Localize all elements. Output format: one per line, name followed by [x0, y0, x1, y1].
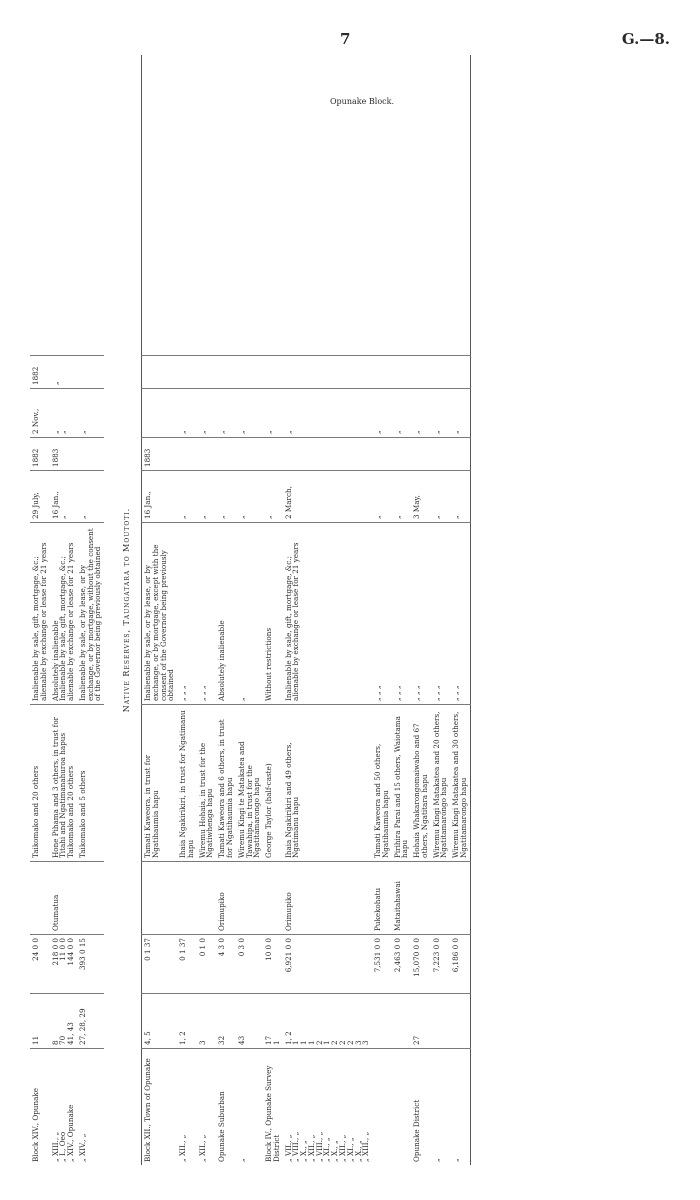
- area-cell: 0 1 0: [197, 935, 217, 994]
- sections-cell: [372, 994, 392, 1049]
- table-row: [431, 55, 451, 1165]
- table-row: [392, 55, 412, 1165]
- gazette-year-cell: [236, 356, 263, 389]
- owners-cell: Taikomako and 20 others: [30, 705, 50, 862]
- remarks-cell: [30, 55, 50, 356]
- block-cell: „ XII., „: [197, 1134, 207, 1162]
- area-cell: 0 1 37: [142, 935, 178, 994]
- name-cell: [77, 862, 104, 935]
- name-cell: [411, 862, 431, 935]
- table-row: [216, 55, 236, 1165]
- area-cell: 7,531 0 0: [372, 935, 392, 994]
- remarks-cell: [431, 55, 451, 356]
- sections-cell: 11: [30, 994, 50, 1049]
- gazette-cell: „: [431, 389, 451, 438]
- restrictions-cell: „ „ „: [411, 523, 431, 705]
- name-cell: [236, 862, 263, 935]
- gazette-cell: „: [263, 389, 283, 438]
- area-cell: 218 0 0 11 0 0 144 0 0: [50, 935, 77, 994]
- block-cell: „ XIII., „ „ I., Oeo „ XIV., Opunake: [50, 1104, 76, 1162]
- table-row: [77, 55, 104, 1165]
- name-cell: [263, 862, 283, 935]
- date-cell: „: [372, 471, 392, 523]
- page-number: 7: [340, 30, 351, 48]
- date-cell: „: [450, 471, 470, 523]
- block-cell: Opunake Suburban: [217, 1091, 227, 1162]
- gazette-cell: „ „: [50, 389, 77, 438]
- owners-cell: Ihaia Ngakirikiri, in trust for Ngatimanu hapu: [177, 705, 197, 862]
- reserves-table: [141, 55, 471, 1165]
- table-row: [372, 55, 392, 1165]
- gazette-cell: „: [236, 389, 263, 438]
- remarks-cell: [450, 55, 470, 356]
- sections-cell: 43: [236, 994, 263, 1049]
- restrictions-cell: Absolutely inalienable Inalienable by sale, gift, mortgage, &c.; alienable by exchange or lease for 21 years: [50, 523, 77, 705]
- remarks-cell: [411, 55, 431, 356]
- sections-cell: 3: [197, 994, 217, 1049]
- block-cell: „: [451, 1158, 461, 1162]
- restrictions-cell: „ „ „: [450, 523, 470, 705]
- name-cell: Pukekohatu: [372, 862, 392, 935]
- date-cell: „: [392, 471, 412, 523]
- owners-cell: Wiremu Kingi te Matakatea and Tawahipa, in trust for the Ngatitamarongo hapu: [236, 705, 263, 862]
- year-cell: [236, 438, 263, 471]
- block-cell: Opunake District: [412, 1099, 422, 1162]
- block-cell: Block XII., Town of Opunake: [143, 1058, 153, 1162]
- section-title: Native Reserves, Taungatara to Moutoti.: [122, 507, 132, 713]
- sections-cell: 27, 28, 29: [77, 994, 104, 1049]
- remarks-cell: [392, 55, 412, 356]
- date-cell: „: [77, 471, 104, 523]
- gazette-cell: „: [450, 389, 470, 438]
- area-cell: 24 0 0: [30, 935, 50, 994]
- restrictions-cell: Inalienable by sale, gift, mortgage, &c.; alienable by exchange or lease for 21 years: [283, 523, 372, 705]
- owners-cell: Taikomako and 5 others: [77, 705, 104, 862]
- restrictions-cell: „ „ „: [392, 523, 412, 705]
- table-row: [197, 55, 217, 1165]
- gazette-year-cell: [431, 356, 451, 389]
- restrictions-cell: „: [236, 523, 263, 705]
- name-cell: [142, 862, 178, 935]
- gazette-year-cell: [216, 356, 236, 389]
- year-cell: [177, 438, 197, 471]
- year-cell: [372, 438, 392, 471]
- gazette-year-cell: [411, 356, 431, 389]
- gazette-cell: „: [392, 389, 412, 438]
- date-cell: „: [263, 471, 283, 523]
- area-cell: 15,070 0 0: [411, 935, 431, 994]
- block-cell: Block XIV., Opunake: [31, 1088, 40, 1162]
- block-cell: „ XIV., „: [77, 1133, 87, 1162]
- area-cell: 2,463 0 0: [392, 935, 412, 994]
- block-cell: [392, 1049, 412, 1166]
- date-cell: „: [216, 471, 236, 523]
- owners-cell: Hohaia Whakarongomaiwaho and 67 others, Ngatitara hapu: [411, 705, 431, 862]
- sections-cell: [431, 994, 451, 1049]
- sections-cell: 8 70 41, 43: [50, 994, 77, 1049]
- gazette-cell: „: [197, 389, 217, 438]
- gazette-cell: „: [77, 389, 104, 438]
- date-cell: 16 Jan., „: [50, 471, 77, 523]
- sections-cell: 17 1: [263, 994, 283, 1049]
- year-cell: 1883: [50, 438, 77, 471]
- area-cell: 0 3 0: [236, 935, 263, 994]
- gazette-year-cell: „: [50, 356, 77, 389]
- year-cell: [77, 438, 104, 471]
- gazette-year-cell: [372, 356, 392, 389]
- area-cell: 4 3 0: [216, 935, 236, 994]
- date-cell: „: [431, 471, 451, 523]
- sections-cell: 27: [411, 994, 431, 1049]
- remarks-cell: [177, 55, 197, 356]
- gazette-year-cell: [263, 356, 283, 389]
- owners-cell: Wiremu Kingi Matakatea and 20 others, Ngatitamarongo hapu: [431, 705, 451, 862]
- owners-cell: Tamati Kaweora and 6 others, in trust for Ngatihaumia hapu: [216, 705, 236, 862]
- table-row: [411, 55, 431, 1165]
- year-cell: [263, 438, 283, 471]
- date-cell: „: [236, 471, 263, 523]
- restrictions-cell: Without restrictions: [263, 523, 283, 705]
- restrictions-cell: „ „ „: [177, 523, 197, 705]
- gazette-year-cell: [142, 356, 178, 389]
- restrictions-cell: „ „ „: [197, 523, 217, 705]
- remarks-cell: [142, 55, 178, 356]
- gazette-year-cell: [177, 356, 197, 389]
- date-cell: 16 Jan.,: [142, 471, 178, 523]
- area-cell: 6,921 0 0: [283, 935, 372, 994]
- top-table: [30, 55, 104, 1165]
- remarks-cell: [236, 55, 263, 356]
- gazette-year-cell: [77, 356, 104, 389]
- block-cell: „: [431, 1158, 441, 1162]
- year-cell: [392, 438, 412, 471]
- area-cell: 7,223 0 0: [431, 935, 451, 994]
- gazette-year-cell: [392, 356, 412, 389]
- sections-cell: 4, 5: [142, 994, 178, 1049]
- owners-cell: George Taylor (half-caste): [263, 705, 283, 862]
- restrictions-cell: „ „ „: [372, 523, 392, 705]
- year-cell: [283, 438, 372, 471]
- remarks-cell: [50, 55, 77, 356]
- table-row: [283, 55, 372, 1165]
- gazette-cell: „: [372, 389, 392, 438]
- date-cell: 3 May,: [411, 471, 431, 523]
- name-cell: Otumatua: [50, 862, 77, 935]
- owners-cell: Tamati Kaweora and 50 others, Ngatihaumia hapu: [372, 705, 392, 862]
- block-cell: „ XII., „: [178, 1134, 188, 1162]
- owners-cell: Pirihira Parai and 15 others, Waiotama hapu: [392, 705, 412, 862]
- gazette-cell: „: [283, 389, 372, 438]
- sections-cell: 1, 2: [177, 994, 197, 1049]
- date-cell: 2 March,: [283, 471, 372, 523]
- document-reference: G.—8.: [621, 30, 670, 48]
- year-cell: [431, 438, 451, 471]
- table-row: [263, 55, 283, 1165]
- area-cell: 6,186 0 0: [450, 935, 470, 994]
- block-cell: „ VII., „ „ VIII., „ „ X., „ „ XII., „ „ VIII., „ „ XI., „ „ X., „ „ XII., „ „ XI., „ „ X., „ „ XIII., „: [283, 1131, 371, 1162]
- name-cell: Mataitahawai: [392, 862, 412, 935]
- remarks-cell: [216, 55, 236, 356]
- date-cell: „: [197, 471, 217, 523]
- year-cell: [411, 438, 431, 471]
- gazette-year-cell: [283, 356, 372, 389]
- year-cell: [450, 438, 470, 471]
- gazette-cell: „: [411, 389, 431, 438]
- sections-cell: [392, 994, 412, 1049]
- date-cell: 29 July,: [30, 471, 50, 523]
- owners-cell: Hone Pihama and 3 others, in trust for Titahi and Ngatimanahuroa hapus Taikomako and 20 others: [50, 705, 77, 862]
- table-row: [450, 55, 470, 1165]
- block-cell: „: [236, 1158, 246, 1162]
- restrictions-cell: Inalienable by sale, or by lease, or by exchange, or by mortgage, without the consent of the Governor being previously obtained: [77, 523, 104, 705]
- owners-cell: Ihaia Ngakirikiri and 49 others, Ngatimanu hapu: [283, 705, 372, 862]
- year-cell: [216, 438, 236, 471]
- side-label: Opunake Block.: [330, 97, 395, 106]
- remarks-cell: [77, 55, 104, 356]
- date-cell: „: [177, 471, 197, 523]
- name-cell: [450, 862, 470, 935]
- restrictions-cell: Inalienable by sale, or by lease, or by exchange, or by mortgage, except with the consent of the Governor being previously obtained: [142, 523, 178, 705]
- area-cell: 393 0 15: [77, 935, 104, 994]
- block-cell: Block IV., Opunake Survey District: [264, 1065, 281, 1162]
- gazette-cell: [142, 389, 178, 438]
- rotated-content: [30, 55, 670, 1165]
- name-cell: [431, 862, 451, 935]
- name-cell: Orimupiko: [216, 862, 236, 935]
- owners-cell: Wiremu Hohaia, in trust for the Ngatiwhenga hapu: [197, 705, 217, 862]
- owners-cell: Wiremu Kingi Matakatea and 30 others, Ngatitamarongo hapu: [450, 705, 470, 862]
- sections-cell: 1, 2 1 1 1 2 1 2 2 2 3 3: [283, 994, 372, 1049]
- table-row: [142, 55, 178, 1165]
- gazette-cell: „: [216, 389, 236, 438]
- gazette-year-cell: [197, 356, 217, 389]
- owners-cell: Tamati Kaweora, in trust for Ngatihaumia hapu: [142, 705, 178, 862]
- block-cell: [372, 1049, 392, 1166]
- remarks-cell: [263, 55, 283, 356]
- area-cell: 0 1 37: [177, 935, 197, 994]
- gazette-year-cell: [450, 356, 470, 389]
- restrictions-cell: „ „ „: [431, 523, 451, 705]
- restrictions-cell: Inalienable by sale, gift, mortgage, &c.; alienable by exchange or lease for 21 years: [30, 523, 50, 705]
- gazette-cell: 2 Nov.,: [30, 389, 50, 438]
- year-cell: 1883: [142, 438, 178, 471]
- area-cell: 10 0 0: [263, 935, 283, 994]
- sections-cell: 32: [216, 994, 236, 1049]
- table-row: [236, 55, 263, 1165]
- sections-cell: [450, 994, 470, 1049]
- table-row: [30, 55, 50, 1165]
- year-cell: 1882: [30, 438, 50, 471]
- restrictions-cell: Absolutely inalienable: [216, 523, 236, 705]
- year-cell: [197, 438, 217, 471]
- gazette-cell: „: [177, 389, 197, 438]
- name-cell: [177, 862, 197, 935]
- gazette-year-cell: 1882: [30, 356, 50, 389]
- table-row: [177, 55, 197, 1165]
- table-row: [50, 55, 77, 1165]
- remarks-cell: [197, 55, 217, 356]
- name-cell: Orimupiko: [283, 862, 372, 935]
- name-cell: [197, 862, 217, 935]
- name-cell: [30, 862, 50, 935]
